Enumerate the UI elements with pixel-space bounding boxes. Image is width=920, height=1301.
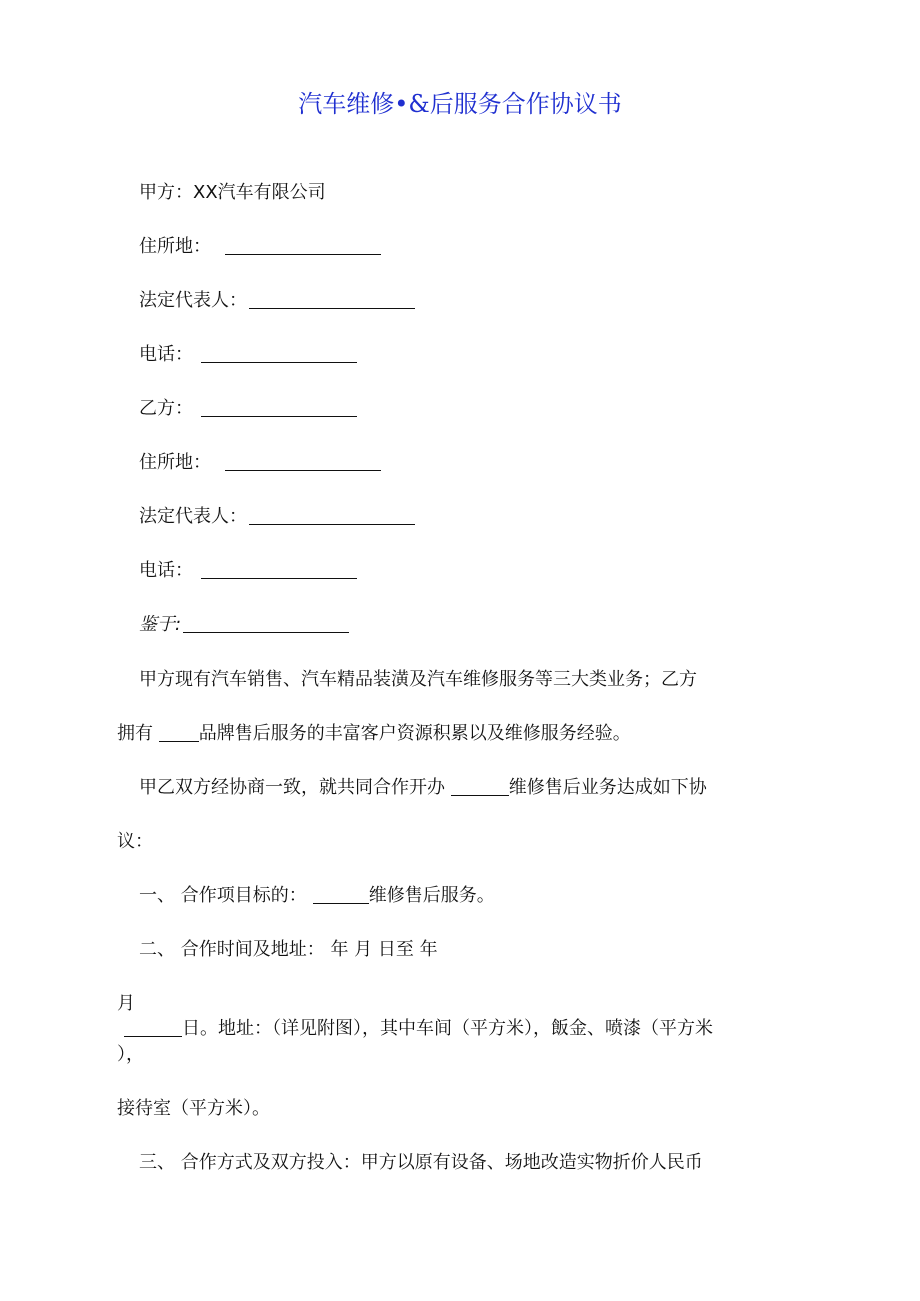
party-b-phone-label: 电话： bbox=[139, 560, 193, 581]
para1-line2-pre: 拥有 bbox=[117, 723, 159, 744]
party-a-address-blank bbox=[225, 236, 381, 255]
party-b-phone-blank bbox=[201, 560, 357, 579]
clause1-pre: 一、 合作项目标的： bbox=[139, 885, 307, 906]
party-a-line bbox=[139, 181, 326, 205]
brand-blank bbox=[159, 723, 199, 742]
whereas-blank bbox=[183, 614, 349, 633]
para1-line2 bbox=[117, 722, 631, 746]
para2-line1 bbox=[139, 776, 707, 800]
party-b-legal-rep-label: 法定代表人： bbox=[139, 506, 247, 527]
whereas-line bbox=[139, 613, 349, 637]
clause2-line1: 二、 合作时间及地址： 年 月 日至 年 bbox=[139, 939, 438, 960]
clause1-blank bbox=[313, 885, 369, 904]
party-a-address-line bbox=[139, 235, 381, 259]
venture-blank bbox=[451, 777, 509, 796]
party-b-label: 乙方： bbox=[139, 398, 193, 419]
clause1-line bbox=[139, 884, 495, 908]
document-title: 汽车维修•&后服务合作协议书 bbox=[298, 90, 622, 118]
para2-line1-pre: 甲乙双方经协商一致，就共同合作开办 bbox=[139, 777, 451, 798]
party-a-phone-line bbox=[139, 343, 357, 367]
clause2-line3 bbox=[124, 1017, 713, 1041]
party-b-phone-line bbox=[139, 559, 357, 583]
clause2-line5: 接待室（平方米）。 bbox=[117, 1098, 270, 1119]
para1-line2-post: 品牌售后服务的丰富客户资源积累以及维修服务经验。 bbox=[198, 723, 631, 744]
para2-line1-post: 维修售后业务达成如下协 bbox=[508, 777, 707, 798]
party-a-phone-blank bbox=[201, 344, 357, 363]
clause1-post: 维修售后服务。 bbox=[368, 885, 495, 906]
party-b-line bbox=[139, 397, 357, 421]
party-a-legal-rep-line bbox=[139, 289, 415, 313]
clause2-day-blank bbox=[124, 1018, 182, 1037]
party-b-address-blank bbox=[225, 452, 381, 471]
para2-line2: 议： bbox=[117, 831, 153, 852]
party-b-address-line bbox=[139, 451, 381, 475]
party-a-name: XX汽车有限公司 bbox=[193, 182, 326, 203]
clause3-line1: 三、 合作方式及双方投入：甲方以原有设备、场地改造实物折价人民币 bbox=[139, 1152, 703, 1173]
para1-line1: 甲方现有汽车销售、汽车精品装潢及汽车维修服务等三大类业务；乙方 bbox=[139, 669, 697, 690]
party-a-label: 甲方： bbox=[139, 182, 193, 203]
clause2-line2: 月 bbox=[117, 993, 135, 1014]
whereas-label: 鉴于: bbox=[139, 614, 182, 635]
party-b-legal-rep-line bbox=[139, 505, 415, 529]
party-a-legal-rep-label: 法定代表人： bbox=[139, 290, 247, 311]
party-b-address-label: 住所地： bbox=[139, 452, 211, 473]
party-a-legal-rep-blank bbox=[249, 290, 415, 309]
clause2-line3-post: 日。地址：（详见附图），其中车间（平方米），飯金、喷漆（平方米 bbox=[182, 1018, 713, 1039]
party-a-phone-label: 电话： bbox=[139, 344, 193, 365]
party-b-legal-rep-blank bbox=[249, 506, 415, 525]
party-b-name-blank bbox=[201, 398, 357, 417]
party-a-address-label: 住所地： bbox=[139, 236, 211, 257]
clause2-line4: ）， bbox=[117, 1044, 144, 1065]
